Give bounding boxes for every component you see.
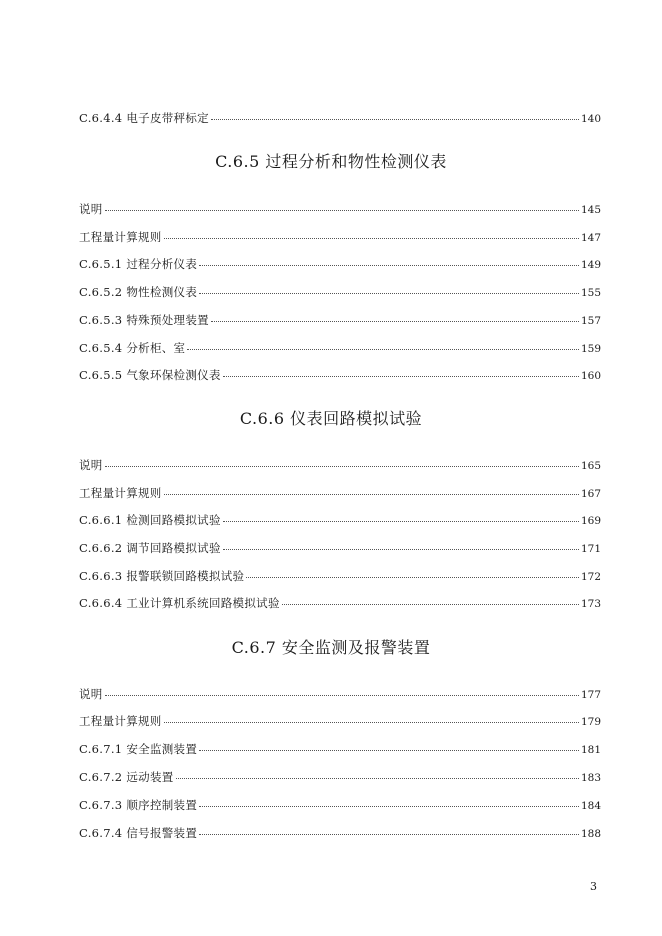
toc-entry[interactable] <box>79 111 601 126</box>
toc-entry[interactable] <box>79 687 601 702</box>
dot-leader <box>199 750 579 751</box>
toc-entry-page: 177 <box>580 689 601 701</box>
toc-entry-label: C.6.6.4 工业计算机系统回路模拟试验 <box>79 596 280 610</box>
toc-entry[interactable] <box>79 513 601 528</box>
dot-leader <box>105 210 579 211</box>
toc-entry-label: 说明 <box>79 687 103 701</box>
toc-entry-page: 160 <box>580 370 601 382</box>
dot-leader <box>199 265 579 266</box>
dot-leader <box>211 119 579 120</box>
toc-entry-label: 说明 <box>79 458 103 472</box>
dot-leader <box>223 376 579 377</box>
toc-entry-page: 188 <box>580 828 601 840</box>
toc-entry-label: C.6.6.3 报警联锁回路模拟试验 <box>79 569 245 583</box>
dot-leader <box>246 577 579 578</box>
toc-entry-page: 184 <box>580 800 601 812</box>
toc-entry-label: C.6.5.2 物性检测仪表 <box>79 285 198 299</box>
toc-entry[interactable] <box>79 798 601 813</box>
toc-entry[interactable] <box>79 596 601 611</box>
toc-entry-label: C.6.7.2 远动装置 <box>79 770 174 784</box>
toc-entry-page: 181 <box>580 744 601 756</box>
toc-entry-page: 183 <box>580 772 601 784</box>
dot-leader <box>187 349 579 350</box>
toc-entry[interactable] <box>79 285 601 300</box>
toc-entry-page: 145 <box>580 204 601 216</box>
toc-entry[interactable] <box>79 458 601 473</box>
toc-entry-page: 159 <box>580 343 601 355</box>
toc-entry-label: 工程量计算规则 <box>79 230 162 244</box>
toc-entry-label: C.6.7.1 安全监测装置 <box>79 742 198 756</box>
toc-entry-label: C.6.6.2 调节回路模拟试验 <box>79 541 221 555</box>
toc-entry-label: C.6.5.1 过程分析仪表 <box>79 257 198 271</box>
dot-leader <box>199 806 579 807</box>
toc-entry[interactable] <box>79 368 601 383</box>
toc-entry-label: 说明 <box>79 202 103 216</box>
dot-leader <box>164 238 579 239</box>
dot-leader <box>164 494 579 495</box>
toc-entry-label: 工程量计算规则 <box>79 714 162 728</box>
toc-entry[interactable] <box>79 202 601 217</box>
toc-entry-label: C.6.7.3 顺序控制装置 <box>79 798 198 812</box>
toc-entry[interactable] <box>79 714 601 729</box>
dot-leader <box>105 466 579 467</box>
toc-entry-page: 172 <box>580 571 601 583</box>
dot-leader <box>211 321 579 322</box>
toc-entry-page: 169 <box>580 515 601 527</box>
toc-entry-page: 167 <box>580 488 601 500</box>
toc-entry-label: 工程量计算规则 <box>79 486 162 500</box>
toc-entry-label: C.6.6.1 检测回路模拟试验 <box>79 513 221 527</box>
toc-entry[interactable] <box>79 341 601 356</box>
toc-entry-label: C.6.5.4 分析柜、室 <box>79 341 186 355</box>
dot-leader <box>199 293 579 294</box>
dot-leader <box>223 549 579 550</box>
section-heading: C.6.6 仪表回路模拟试验 <box>239 409 423 428</box>
toc-entry-page: 157 <box>580 315 601 327</box>
toc-entry-page: 179 <box>580 716 601 728</box>
dot-leader <box>282 604 579 605</box>
toc-entry-page: 173 <box>580 598 601 610</box>
toc-entry[interactable] <box>79 826 601 841</box>
toc-entry-page: 149 <box>580 259 601 271</box>
toc-entry-label: C.6.4.4 电子皮带秤标定 <box>79 111 209 125</box>
toc-entry-page: 165 <box>580 460 601 472</box>
dot-leader <box>199 834 579 835</box>
toc-entry-label: C.6.7.4 信号报警装置 <box>79 826 198 840</box>
toc-entry[interactable] <box>79 541 601 556</box>
toc-entry-page: 140 <box>580 113 601 125</box>
toc-entry[interactable] <box>79 770 601 785</box>
toc-entry[interactable] <box>79 569 601 584</box>
section-heading: C.6.7 安全监测及报警装置 <box>231 638 431 657</box>
dot-leader <box>105 695 579 696</box>
toc-entry[interactable] <box>79 257 601 272</box>
section-heading: C.6.5 过程分析和物性检测仪表 <box>215 152 447 171</box>
dot-leader <box>223 521 579 522</box>
toc-entry-label: C.6.5.3 特殊预处理装置 <box>79 313 209 327</box>
toc-entry[interactable] <box>79 230 601 245</box>
toc-entry-page: 147 <box>580 232 601 244</box>
toc-entry[interactable] <box>79 313 601 328</box>
toc-entry[interactable] <box>79 486 601 501</box>
dot-leader <box>176 778 579 779</box>
toc-entry-page: 171 <box>580 543 601 555</box>
page-number: 3 <box>590 880 597 893</box>
toc-entry[interactable] <box>79 742 601 757</box>
dot-leader <box>164 722 579 723</box>
toc-entry-label: C.6.5.5 气象环保检测仪表 <box>79 368 221 382</box>
toc-entry-page: 155 <box>580 287 601 299</box>
